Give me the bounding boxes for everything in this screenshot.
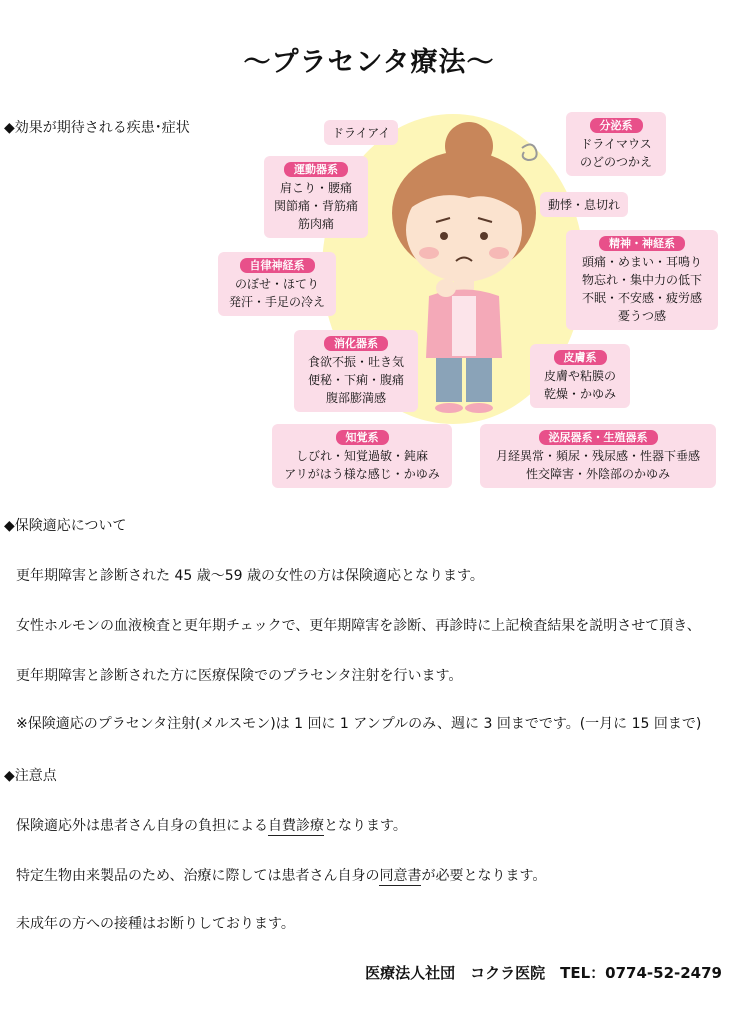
notes-heading: ◆注意点	[4, 768, 57, 784]
insurance-paragraph-1: 更年期障害と診断された 45 歳～59 歳の女性の方は保険適応となります。	[16, 568, 484, 584]
symptom-illustration	[214, 108, 724, 498]
card-line: 便秘・下痢・腹痛	[307, 373, 404, 387]
card-line: 皮膚や粘膜の	[543, 369, 616, 383]
card-head: 精神・神経系	[599, 236, 685, 251]
card-digestive	[294, 330, 418, 412]
card-line: 頭痛・めまい・耳鳴り	[581, 255, 702, 269]
note-2-pre: 特定生物由来製品のため、治療に際しては患者さん自身の	[16, 868, 380, 884]
card-head: 自律神経系	[240, 258, 315, 273]
card-autonomic	[218, 252, 336, 316]
note-1-underline: 自費診療	[268, 818, 324, 834]
effects-heading: ◆効果が期待される疾患･症状	[4, 120, 190, 136]
card-head: 消化器系	[324, 336, 388, 351]
chip-dry-eye: ドライアイ	[324, 120, 398, 145]
note-2	[16, 865, 546, 885]
card-line: のぼせ・ほてり	[234, 277, 319, 291]
card-mental	[566, 230, 718, 330]
card-sensory	[272, 424, 452, 488]
card-skin	[530, 344, 630, 408]
insurance-note: ※保険適応のプラセンタ注射(メルスモン)は 1 回に 1 アンプルのみ、週に 3 回までです。(一月に 15 回まで)	[16, 716, 702, 732]
note-2-post: が必要となります。	[421, 868, 547, 884]
card-head: 皮膚系	[554, 350, 607, 365]
chip-palpitation: 動悸・息切れ	[540, 192, 628, 217]
insurance-heading: ◆保険適応について	[4, 518, 127, 534]
card-line: アリがはう様な感じ・かゆみ	[284, 467, 440, 481]
card-line: 関節痛・背筋痛	[273, 199, 358, 213]
card-line: 不眠・不安感・疲労感	[581, 291, 702, 305]
card-line: しびれ・知覚過敏・鈍麻	[295, 449, 428, 463]
note-2-underline: 同意書	[379, 868, 422, 884]
card-line: 憂うつ感	[617, 309, 666, 323]
card-line: 性交障害・外陰部のかゆみ	[525, 467, 670, 481]
card-line: 肩こり・腰痛	[279, 181, 352, 195]
clinic-footer: 医療法人社団 コクラ医院 TEL：0774-52-2479	[365, 964, 722, 982]
page-title: ～プラセンタ療法～	[243, 47, 495, 78]
insurance-paragraph-2: 女性ホルモンの血液検査と更年期チェックで、更年期障害を診断、再診時に上記検査結果を説明させて頂き、	[16, 618, 701, 634]
card-motor	[264, 156, 368, 238]
insurance-paragraph-3: 更年期障害と診断された方に医療保険でのプラセンタ注射を行います。	[16, 668, 463, 684]
card-head: 運動器系	[284, 162, 348, 177]
card-line: 食欲不振・吐き気	[307, 355, 404, 369]
card-line: のどのつかえ	[579, 155, 652, 169]
note-1-pre: 保険適応外は患者さん自身の負担による	[16, 818, 268, 834]
card-head: 泌尿器系・生殖器系	[539, 430, 658, 445]
card-line: ドライマウス	[580, 137, 652, 151]
card-line: 発汗・手足の冷え	[228, 295, 325, 309]
card-urogenital	[480, 424, 716, 488]
card-line: 物忘れ・集中力の低下	[581, 273, 702, 287]
card-line: 月経異常・頻尿・残尿感・性器下垂感	[495, 449, 700, 463]
card-head: 分泌系	[590, 118, 643, 133]
note-1-post: となります。	[324, 818, 407, 834]
note-3: 未成年の方への接種はお断りしております。	[16, 916, 295, 932]
card-head: 知覚系	[336, 430, 389, 445]
card-line: 筋肉痛	[297, 217, 334, 231]
note-1	[16, 815, 407, 835]
card-secretion	[566, 112, 666, 176]
card-line: 腹部膨満感	[325, 391, 386, 405]
card-line: 乾燥・かゆみ	[543, 387, 616, 401]
